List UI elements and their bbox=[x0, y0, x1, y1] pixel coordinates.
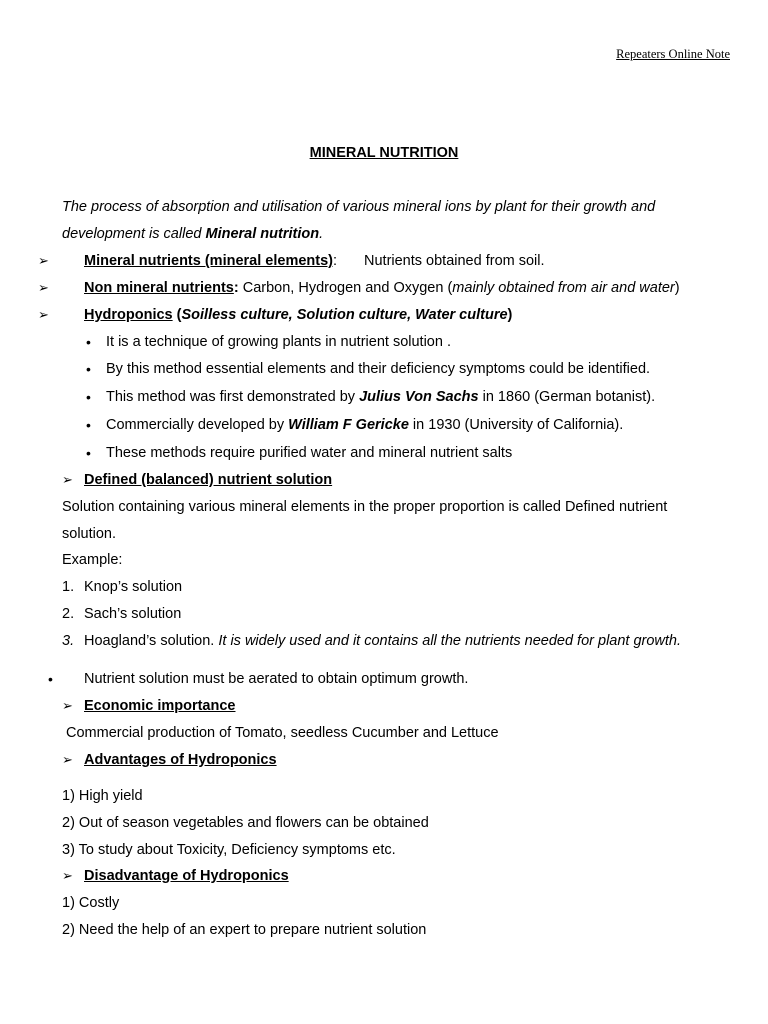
hydroponics-line bbox=[84, 306, 512, 324]
hydroponics-bullet-5: These methods require purified water and mineral nutrient salts bbox=[106, 445, 513, 461]
intro-line-2 bbox=[62, 225, 323, 243]
text: Commercially developed by bbox=[106, 417, 289, 433]
bullet-icon: • bbox=[48, 671, 53, 687]
economic-text: Commercial production of Tomato, seedless Cucumber and Lettuce bbox=[66, 725, 499, 741]
text: Hoagland’s solution. bbox=[84, 633, 219, 649]
mineral-nutrients-text: Nutrients obtained from soil. bbox=[364, 253, 545, 269]
text: in 1930 (University of California). bbox=[408, 417, 624, 433]
mineral-nutrients-term: Mineral nutrients (mineral elements) bbox=[84, 253, 333, 269]
arrow-icon: ➢ bbox=[62, 868, 73, 883]
mineral-nutrients-line bbox=[84, 252, 337, 270]
solution-item-1: Knop’s solution bbox=[84, 579, 183, 595]
solution-item-3 bbox=[84, 632, 681, 650]
defined-line-2: solution. bbox=[62, 526, 117, 542]
non-mineral-note: mainly obtained from air and water bbox=[452, 280, 675, 296]
advantages-heading: Advantages of Hydroponics bbox=[84, 752, 277, 768]
hydroponics-bullet-2: By this method essential elements and their deficiency symptoms could be identified. bbox=[106, 361, 651, 377]
advantage-1: 1) High yield bbox=[62, 788, 143, 804]
note: It is widely used and it contains all the nutrients needed for plant growth. bbox=[218, 633, 682, 649]
aerated-text: Nutrient solution must be aerated to obtain optimum growth. bbox=[84, 671, 469, 687]
example-label: Example: bbox=[62, 552, 123, 568]
paren: ) bbox=[674, 280, 680, 296]
bullet-icon: • bbox=[86, 445, 91, 461]
bullet-icon: • bbox=[86, 417, 91, 433]
list-number: 3. bbox=[62, 633, 75, 649]
arrow-icon: ➢ bbox=[38, 253, 49, 268]
scientist-name: William F Gericke bbox=[288, 417, 409, 433]
bullet-icon: • bbox=[86, 389, 91, 405]
advantage-2: 2) Out of season vegetables and flowers can be obtained bbox=[62, 815, 429, 831]
hydroponics-synonyms: Soilless culture, Solution culture, Water culture bbox=[181, 307, 508, 323]
colon: : bbox=[332, 253, 338, 269]
scientist-name: Julius Von Sachs bbox=[359, 389, 479, 405]
bullet-icon: • bbox=[86, 334, 91, 350]
non-mineral-line bbox=[84, 279, 680, 297]
defined-heading: Defined (balanced) nutrient solution bbox=[84, 472, 333, 488]
disadvantage-1: 1) Costly bbox=[62, 895, 120, 911]
page-title: MINERAL NUTRITION bbox=[309, 145, 459, 161]
hydroponics-bullet-3 bbox=[106, 388, 655, 406]
list-number: 1. bbox=[62, 579, 75, 595]
arrow-icon: ➢ bbox=[62, 752, 73, 767]
intro-period: . bbox=[319, 226, 324, 242]
non-mineral-text: Carbon, Hydrogen and Oxygen ( bbox=[238, 280, 453, 296]
advantage-3: 3) To study about Toxicity, Deficiency symptoms etc. bbox=[62, 842, 396, 858]
solution-item-2: Sach’s solution bbox=[84, 606, 182, 622]
arrow-icon: ➢ bbox=[62, 698, 73, 713]
intro-term: Mineral nutrition bbox=[205, 226, 320, 242]
defined-line-1: Solution containing various mineral elements in the proper proportion is called Defined nutrient bbox=[62, 499, 668, 515]
text: This method was first demonstrated by bbox=[106, 389, 360, 405]
hydroponics-bullet-1: It is a technique of growing plants in nutrient solution . bbox=[106, 334, 451, 350]
arrow-icon: ➢ bbox=[38, 280, 49, 295]
arrow-icon: ➢ bbox=[38, 307, 49, 322]
paren: ) bbox=[507, 307, 513, 323]
text: in 1860 (German botanist). bbox=[478, 389, 656, 405]
header-note: Repeaters Online Note bbox=[616, 47, 730, 61]
non-mineral-term: Non mineral nutrients bbox=[84, 280, 234, 296]
hydroponics-bullet-4 bbox=[106, 416, 623, 434]
arrow-icon: ➢ bbox=[62, 472, 73, 487]
colon: : bbox=[233, 280, 239, 296]
hydroponics-term: Hydroponics bbox=[84, 307, 173, 323]
disadvantage-2: 2) Need the help of an expert to prepare nutrient solution bbox=[62, 922, 427, 938]
economic-heading: Economic importance bbox=[84, 698, 236, 714]
paren: ( bbox=[172, 307, 182, 323]
intro-text: development is called bbox=[62, 226, 206, 242]
list-number: 2. bbox=[62, 606, 75, 622]
intro-line-1: The process of absorption and utilisation of various mineral ions by plant for their growth and bbox=[62, 199, 656, 215]
disadvantage-heading: Disadvantage of Hydroponics bbox=[84, 868, 289, 884]
bullet-icon: • bbox=[86, 361, 91, 377]
